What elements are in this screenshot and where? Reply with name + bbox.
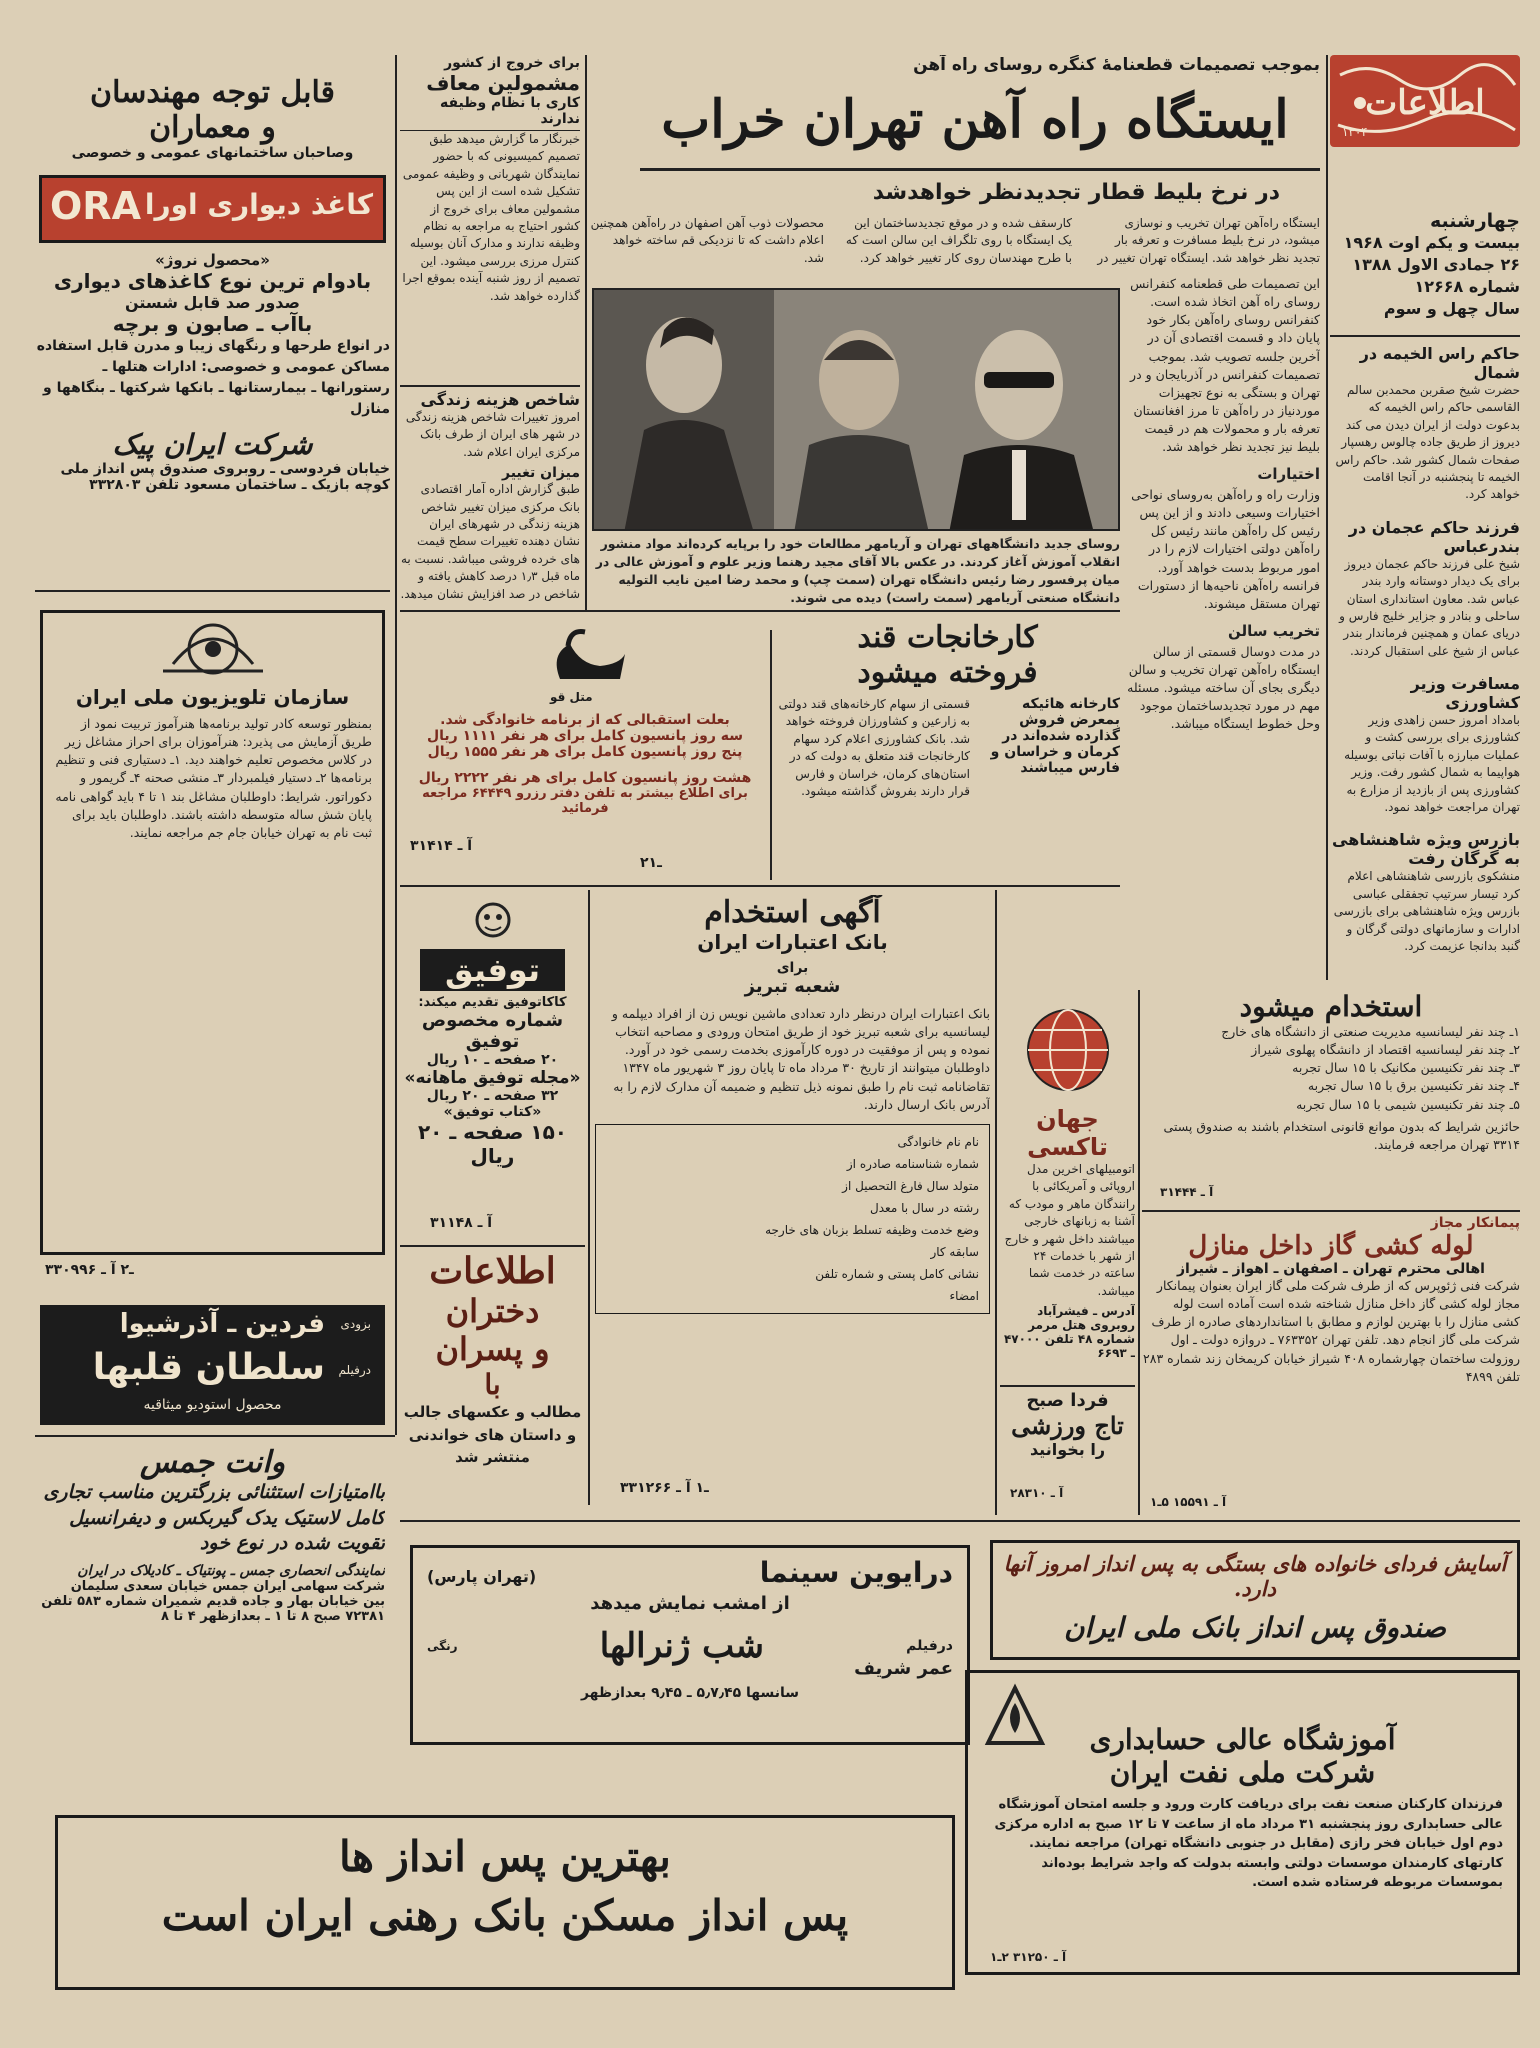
lead-sub-title: اختیارات [1257,465,1320,484]
ad-van-title: وانت جمس [139,1445,286,1480]
hire-item: ۴ـ چند نفر تکنیسین برق با ۱۵ سال تجربه [1307,1078,1520,1094]
ad-tv-body: بمنظور توسعه کادر تولید برنامه‌ها هنرآموز تربیت نمود از طریق آزمایش می پذیرد: هنرآموزان برای احراز مشاغل زیر در کلاس مخصوص تعلیم خواهند دید. ۱ـ دستیاری فنی و تنظیم برنامه‌ها ۲ـ دستیار فیلمبردار ۳ـ منشی صحنه ۴ـ گریمور و دکوراتور. شرایط: داوطلبان مشاغل بند ۱ تا ۴ باید گواهی نامه پایان شش ساله متوسطه داشته باشند. داوطلبان باید برای ثبت نام به تهران خیابان جام جم مراجعه نمایند. [55,716,372,840]
toufigh-line: ۱۵۰ صفحه ـ ۲۰ ریال [417,1120,568,1168]
cinema-color: رنگی [427,1639,458,1653]
photo-art [594,290,1120,531]
toufigh-line: «کتاب توفیق» [443,1104,542,1120]
ad-hotel-qu [400,620,770,870]
lead-column-text: این تصمیمات طی قطعنامه کنفرانس روسای راه آهن اتخاذ شده است. کنفرانس روسای راه‌آهن بکار خود پایان داد و قسمت اقتصادی آن در آخرین جلسه تصویب شد. بموجب تصمیمات کنفرانس در آذربایجان و در تهران و بستگی به نوع تجهیزات موردنیاز در راه‌آهن تا مرز افغانستان تعرفه بار و محمولات هم در قیمت بلیط نیز تجدید نظر خواهد شد. [1130,276,1320,455]
divider [400,385,580,387]
ora-banner-text: کاغذ دیواری اورا [144,188,373,221]
cinema-times: سانسها ۵٫۷٫۴۵ ـ ۹٫۴۵ بعدازظهر [580,1685,800,1701]
ettelaat-line: با [484,1368,501,1401]
cinema-location: (تهران پارس) [427,1567,537,1586]
column-rule [1138,990,1140,1515]
toufigh-line: شماره مخصوص [421,1010,564,1031]
exemption-title: مشمولین معاف [426,71,580,95]
ad-engineers-title: قابل توجه مهندسان [90,75,335,110]
form-row: سابقه کار [930,1244,979,1259]
divider [1330,335,1520,337]
oil-company-emblem-icon [980,1683,1050,1753]
hotel-line: برای اطلاع بیشتر به تلفن دفتر رزرو ۶۴۴۴۹ مراجعه فرمائید [422,786,748,816]
form-row: امضاء [949,1288,979,1303]
ad-cinema [410,1545,970,1745]
cinema-actor: عمر شریف [854,1658,953,1679]
taxi-address: آدرس ـ فیشرآباد روبروی هتل مرمر شماره ۴۸ تلفن ۴۷۰۰۰ ـ ۶۶۹۳ [1003,1304,1135,1361]
cartoon-icon [463,895,523,945]
ad-company: شرکت ایران پیک [112,428,313,461]
hotel-line: بعلت استقبالی که از برنامه خانوادگی شد. [440,712,730,728]
cinema-film: شب ژنرالها [599,1626,764,1666]
maskan-line: بهترین پس انداز ها [339,1832,671,1881]
bank-for: برای [776,960,809,976]
film-title: سلطان قلبها [92,1347,325,1388]
ad-line: بادوام ترین نوع کاغذهای دیواری [53,269,372,293]
hotel-line: سه روز پانسیون کامل برای هر نفر ۱۱۱۱ ریال [426,728,744,744]
cinema-prefix: درفیلم [906,1638,953,1654]
index-article [400,390,580,610]
bank-name: بانک اعتبارات ایران [697,930,888,954]
application-form [595,1124,990,1314]
ad-taj [1000,1390,1135,1510]
sugar-lead: کارخانه هائیکه بمعرض فروش گذارده شده‌اند در کرمان و خراسان و فارس میباشند [990,696,1120,776]
divider [1142,1210,1520,1212]
ad-hire [1142,990,1520,1205]
gas-subtitle: اهالی محترم تهران ـ اصفهان ـ اهواز ـ شیراز [1177,1261,1485,1277]
hotel-line: پنج روز پانسیون کامل برای هر نفر ۱۵۵۵ ریال [427,744,743,760]
accounting-ref: آ ـ ۳۱۲۵۰ ۲ـ۱ [990,1950,1067,1964]
lead-headline: ایستگاه راه آهن تهران خراب [661,89,1289,150]
ora-brand: ORA [50,184,141,228]
ad-globe-taxi-text [1000,1105,1135,1375]
ad-bank-job [595,895,990,1515]
logo-year: ۱۳۰۴ [1342,125,1368,139]
toufigh-line: کاکاتوفیق تقدیم میکند: [418,995,567,1010]
divider [1000,1385,1135,1387]
divider [35,590,390,592]
hotel-line: هشت روز پانسیون کامل برای هر نفر ۲۲۲۲ ریال [418,770,752,786]
column-rule [585,55,587,610]
ad-van-address: بین خیابان بهار و جاده قدیم شمیران شماره ۵۸۳ تلفن ۷۲۳۸۱ صبح ۸ تا ۱ ـ بعدازظهر ۴ تا ۸ [41,1593,385,1624]
sugar-columns [775,696,1120,800]
toufigh-line: ۲۰ صفحه ـ ۱۰ ریال [426,1052,559,1068]
column-rule [588,890,590,1505]
ad-tv-title: سازمان تلویزیون ملی ایران [75,685,350,709]
bank-branch: شعبه تبریز [744,976,841,997]
toufigh-line: ۳۲ صفحه ـ ۲۰ ریال [426,1088,559,1104]
toufigh-ref: آ ـ ۳۱۱۴۸ [430,1215,493,1231]
ad-note: «محصول نروژ» [155,251,270,269]
index-subtitle: میزان تغییر [501,465,580,482]
ad-van-body: باامتیازات استثنائی بزرگترین مناسب تجاری کامل لاستیک یدک گیربکس و دیفرانسیل تقویت شده در نوع خود [43,1481,385,1555]
film-studio: محصول استودیو میثاقیه [143,1397,282,1413]
accounting-title2: شرکت ملی نفت ایران [1109,1756,1376,1789]
hotel-ref: آ ـ ۳۱۴۱۴ [410,838,473,854]
ad-engineers-title2: و معماران [149,110,276,145]
ad-van-company: شرکت سهامی ایران جمس خیابان سعدی سلیمان [70,1578,385,1594]
lead-sub-title: تخریب سالن [1227,621,1320,640]
melli-line: صندوق پس انداز بانک ملی ایران [1063,1611,1447,1644]
lead-subhead: در نرخ بلیط قطار تجدیدنظر خواهدشد [872,180,1280,205]
masthead [1330,55,1520,155]
ad-ettelaat-kids [400,1250,585,1510]
hire-title: استخدام میشود [1239,990,1423,1023]
hire-item: ۳ـ چند نفر تکنیسین مکانیک با ۱۵ سال تجربه [1292,1060,1520,1076]
form-row: وضع خدمت وظیفه تسلط بزبان های خارجه [765,1222,979,1237]
taj-line: تاج ورزشی [1011,1411,1124,1440]
ad-line: باآب ـ صابون و برچه [112,312,313,336]
ettelaat-body: مطالب و عکسهای جالب و داستان های خواندنی منتشر شد [403,1403,582,1466]
accounting-body: فرزندان کارکنان صنعت نفت برای دریافت کارت ورود و جلسه امتحان آموزشگاه عالی حسابداری روز پنجشنبه ۳۱ مرداد ماه از ساعت ۷ تا ۱۲ صبح به اداره مرکزی دوم اول خیابان فخر رازی (مقابل در جنوبی دانشگاه تهران) مراجعه نمایند. کارتهای کارمندان موسسات دولتی وابسته بدولت که واجد شرایط بوده‌اند بموسسات مربوطه فرستاده شده است. [994,1797,1503,1890]
date-block [1330,210,1520,325]
ad-maskan [55,1815,955,1990]
toufigh-line: «مجله توفیق ماهانه» [404,1068,581,1088]
taj-ref: آ ـ ۲۸۳۱۰ [1010,1486,1064,1500]
exemption-subtitle: کاری با نظام وظیفه ندارند [400,95,580,131]
divider [400,1520,1520,1522]
column-rule [770,630,772,880]
ad-accounting [965,1670,1520,1975]
lead-sub-text: وزارت راه و راه‌آهن به‌روسای نواحی اختیارات وسیعی دادند و از این پس رئیس کل راه‌آهن مانند رئیس کل راه‌آهن دولتی اختیارات لازم را در امور مربوط بدست خواهد آورد. فرانسه راه‌آهن ناحیه‌ها از دستورات تهران مستقل میشوند. [1131,487,1320,611]
ora-banner [39,175,386,243]
side-column [1332,340,1520,980]
cinema-sub: از امشب نمایش میدهد [590,1593,790,1614]
form-row: شماره شناسنامه صادره از [846,1156,979,1171]
column-rule [395,55,397,1435]
date-line: بیست و یکم اوت ۱۹۶۸ [1343,233,1520,252]
taxi-title: جهان تاکسی [1027,1105,1108,1161]
form-row: رشته در سال با معدل [870,1200,979,1215]
ad-address: خیابان فردوسی ـ روبروی صندوق پس انداز ملی کوچه بازیک ـ ساختمان مسعود تلفن ۳۳۲۸۰۳ [60,461,390,493]
accounting-title1: آموزشگاه عالی حسابداری [1089,1723,1396,1756]
side-item-title: فرزند حاکم عجمان در بندرعباس [1348,517,1520,556]
maskan-line: پس انداز مسکن بانک رهنی ایران است [161,1891,849,1940]
ad-gas [1142,1215,1520,1515]
ad-film-sultan [40,1305,385,1425]
hire-item: ۲ـ چند نفر لیسانسیه اقتصاد از دانشگاه پهلوی شیراز [1251,1042,1520,1058]
masthead-logo [1330,55,1520,147]
side-item-body: منشکوی بازرسی شاهنشاهی اعلام کرد تیسار سرتیپ تجفقلی عباسی بازرس ویژه شاهنشاهی برای بازرسی ادارات و سازمانهای دولتی گرگان و گنبد بدانجا عزیمت کرد. [1333,869,1520,953]
logo-text: اطلاعات [1365,83,1485,123]
toufigh-line: توفیق [465,1031,520,1052]
divider [35,1435,395,1437]
divider [640,168,1320,171]
hire-item: ۵ـ چند نفر تکنیسین شیمی با ۱۵ سال تجربه [1296,1096,1520,1112]
toufigh-logo: توفیق [420,949,565,991]
film-stars: فردین ـ آذرشیوا [119,1309,325,1339]
date-line: سال چهل و سوم [1383,299,1520,318]
taxi-body: اتومبیلهای اخرین مدل اروپائی و آمریکائی با رانندگان ماهر و مودب که آشنا به زبانهای خارجی میباشند داخل شهر و خارج از شهر با خدمات ۲۴ ساعته در خدمت شما میباشد. [1004,1162,1135,1298]
side-item-title: مسافرت وزیر کشاورزی [1410,674,1520,713]
side-item-title: حاکم راس الخیمه در شمال [1359,344,1520,382]
index-title: شاخص هزینه زندگی [420,390,580,409]
gas-title: لوله کشی گاز داخل منازل [1188,1231,1474,1261]
film-prefix: بزودی [340,1317,371,1331]
ad-van-dealer: نمایندگی انحصاری جمس ـ پونتیاک ـ کادیلاک در ایران [77,1562,385,1579]
cinema-title: درایوین سینما [759,1556,953,1589]
ad-engineers-body: در انواع طرحها و رنگهای زیبا و مدرن قابل استفاده مساکن عمومی و خصوصی: ادارات هتلها ـ رستورانها ـ بیمارستانها ـ بانکها شرکتها ـ بنگاهها و منازل [36,338,390,417]
globe-icon [1018,1000,1118,1100]
divider [400,885,1120,887]
gas-body: شرکت فنی ژئوپرس که از طرف شرکت ملی گاز ایران بعنوان پیمانکار مجاز لوله کشی گاز داخل منازل شناخته شده است آماده است لوله کشی منازل را با بهترین لوازم و مطابق با استانداردهای صادره از طرف شرکت ملی گاز انجام دهد. تلفن تهران ۷۶۳۳۵۲ ـ دروازه دولت ـ اول روزولت ساختمان چهارشماره ۴۰۸ شیراز خیابان کریمخان زند شماره ۲۸۳ تلفن ۴۸۹۹ [1143,1278,1520,1384]
ad-melli-savings [990,1540,1520,1660]
divider [400,1245,585,1247]
ad-toufigh [400,895,585,1245]
lead-body: ایستگاه راه‌آهن تهران تخریب و نوسازی میشود، در نرخ بلیط مسافرت و تعرفه بار تجدید نظر خواهد شد. ایستگاه تهران تغییر در کارسقف شده و در موقع تجدیدساختمان این یک ایستگاه با روی تلگراف این سالن است که با طرح مهندسان روی کار تغییر خواهد کرد. محصولات ذوب آهن اصفهان در راه‌آهن همچنین اعلام داشت که تا نزدیکی قم ساخته خواهد شد. [590,216,1320,265]
form-row: نشانی کامل پستی و شماره تلفن [815,1266,979,1281]
column-rule [1326,55,1328,980]
ad-tv-ref: ۳ـ۲ آ ـ ۳۰۹۹۶ [45,1262,134,1278]
ettelaat-line: دختران [445,1292,540,1330]
index-sub-body: طبق گزارش اداره آمار اقتصادی بانک مرکزی میزان تغییر شاخص هزینه زندگی در شهرهای ایران نشان دهنده تغییرات سطح قیمت های خرده فروشی میباشد. نسبت به ماه قبل ۱٫۳ درصد کاهش یافته و شاخص در صد افزایش نشان میدهد. [400,482,580,601]
weekday: چهارشنبه [1429,210,1520,232]
sugar-ref: ۲ـ۱ [640,855,662,871]
ettelaat-line: و پسران [435,1330,550,1368]
swan-icon [540,624,630,694]
ad-engineers-subtitle: وصاحبان ساختمانهای عمومی و خصوصی [71,145,354,161]
ad-line: صدور صد قابل شستن [125,293,300,312]
melli-line: آسایش فردای خانواده های بستگی به پس انداز امروز آنها دارد. [1003,1551,1507,1601]
tv-emblem-icon [153,619,273,679]
ad-van-gmc [40,1445,385,1695]
exemption-body: خبرنگار ما گزارش میدهد طبق تصمیم کمیسیونی که با حضور نمایندگان شهربانی و وظیفه عمومی تشکیل شده است از این پس مشمولین معاف برای خروج از کشور احتیاج به مراجعه به نظام وظیفه ندارند و مدارک آنان بوسیله کنترل مرزی بررسی میشود. این تصمیم از روز شنبه آینده بموقع اجرا گذارده خواهد شد. [402,132,580,303]
date-line: شماره ۱۲۶۶۸ [1414,277,1520,296]
hire-footer: حائزین شرایط که بدون موانع قانونی استخدام باشند به صندوق پستی ۳۳۱۴ تهران مراجعه فرمایند. [1163,1118,1520,1152]
hotel-logo-label: متل قو [550,690,593,704]
sugar-title2: فروخته میشود [857,655,1038,690]
lead-column [1125,275,1320,980]
sugar-title1: کارخانجات قند [857,620,1038,655]
bank-job-title: آگهی استخدام [704,895,881,930]
gas-kicker: پیمانکار مجاز [1430,1215,1520,1231]
form-row: نام نام خانوادگی [897,1134,979,1149]
side-item-body: شیخ علی فرزند حاکم عجمان دیروز برای یک دیدار دوستانه وارد بندر عباس شد. معاون استانداری استان ساحلی و بنادر و جزایر خلیج فارس و دریای عمان و همچنین فرماندار بندر عباس از شیخ علی استقبال کردند. [1339,556,1520,658]
date-line: ۲۶ جمادی الاول ۱۳۸۸ [1352,255,1520,274]
hire-ref: آ ـ ۳۱۴۴۴ [1160,1185,1214,1199]
form-row: متولد سال فارغ التحصیل از [842,1178,979,1193]
sugar-body: قسمتی از سهام کارخانه‌های قند دولتی به زارعین و کشاورزان فروخته خواهد شد. بانک کشاورزی اعلام کرد سهام کارخانجات قند متعلق به دولت که در استان‌های کرمان، خراسان و فارس قرار دارند بفروش گذاشته میشود. [778,697,970,798]
bank-job-ref: ۳ـ۱ آ ـ ۳۱۲۶۶ [620,1480,709,1496]
lead-sub-text: در مدت دوسال قسمتی از سالن ایستگاه راه‌آهن تهران تخریب و سالن دیگری بجای آن ساخته میشود. مسئله مهم در مورد تجدیدساختمان موجود وحل خطوط ایستگاه میباشد. [1127,643,1320,732]
taj-line: را بخوانید [1029,1440,1106,1459]
exemption-kicker: برای خروج از کشور [444,55,580,71]
side-item-title: بازرس ویژه شاهنشاهی به گرگان رفت [1332,830,1520,869]
index-body: امروز تغییرات شاخص هزینه زندگی در شهر های ایران از طرف بانک مرکزی ایران اعلام شد. [405,410,580,459]
gas-ref: آ ـ ۱۵۵۹۱ ۵ـ۱ [1150,1495,1227,1509]
hire-item: ۱ـ چند نفر لیسانسیه مدیریت صنعتی از دانشگاه های خارج [1221,1024,1520,1039]
news-photo [592,288,1120,531]
taj-line: فردا صبح [1026,1390,1109,1411]
ad-engineers [35,75,390,575]
ad-tv [40,610,385,1255]
exemption-article [400,55,580,380]
column-rule [995,890,997,1515]
side-item-body: حضرت شیخ صقربن محمدبن سالم القاسمی حاکم راس الخیمه که بدعوت دولت از ایران دیدن می کند دیروز از طریق جاده چالوس رهسپار صفحات شمال کشور شد. حاکم راس الخیمه تا پنجشنبه در آنجا اقامت خواهد کرد. [1335,383,1520,502]
bank-job-body: بانک اعتبارات ایران درنظر دارد تعدادی ماشین نویس زن از افراد دیپلمه و لیسانسیه برای شعبه تبریز خود از طریق امتحان ورودی و مصاحبه انتخاب نموده و پس از موفقیت در دوره کارآموزی بخدمت رسمی خود در آورد. داوطلبان میتوانند از تاریخ ۳۰ مرداد ماه تا پایان روز ۳ شهریور ماه ۱۳۴۷ تقاضانامه ثبت نام را طبق نمونه ذیل تنظیم و ضمیمه آن مدارک لازم را به آدرس بانک ارسال دارند. [611,1006,990,1112]
sugar-article [775,620,1120,880]
divider [400,610,1120,612]
side-item-body: بامداد امروز حسن زاهدی وزیر کشاورزی برای بررسی کشت و عملیات مبارزه با آفات نباتی بوسیله هواپیما به شمال کشور رفت. وزیر کشاورزی پس از بازدید از مزارع به تهران مراجعت خواهد نمود. [1344,713,1520,815]
lead-kicker: بموجب تصمیمات قطعنامهٔ کنگره روسای راه آهن [913,55,1320,75]
ettelaat-line: اطلاعات [429,1250,556,1292]
film-prefix: درفیلم [338,1363,371,1377]
photo-caption: روسای جدید دانشگاههای تهران و آریامهر مطالعات خود را برپایه کرده‌اند مواد منشور انقلاب آموزش آغاز کردند. در عکس بالا آقای مجید رهنما وزیر علوم و آموزش عالی در میان پرفسور رضا رئیس دانشگاه تهران (سمت چپ) و محمد رضا امین نایب التولیه دانشگاه صنعتی آریامهر (سمت راست) دیده می شوند. [595,536,1120,605]
